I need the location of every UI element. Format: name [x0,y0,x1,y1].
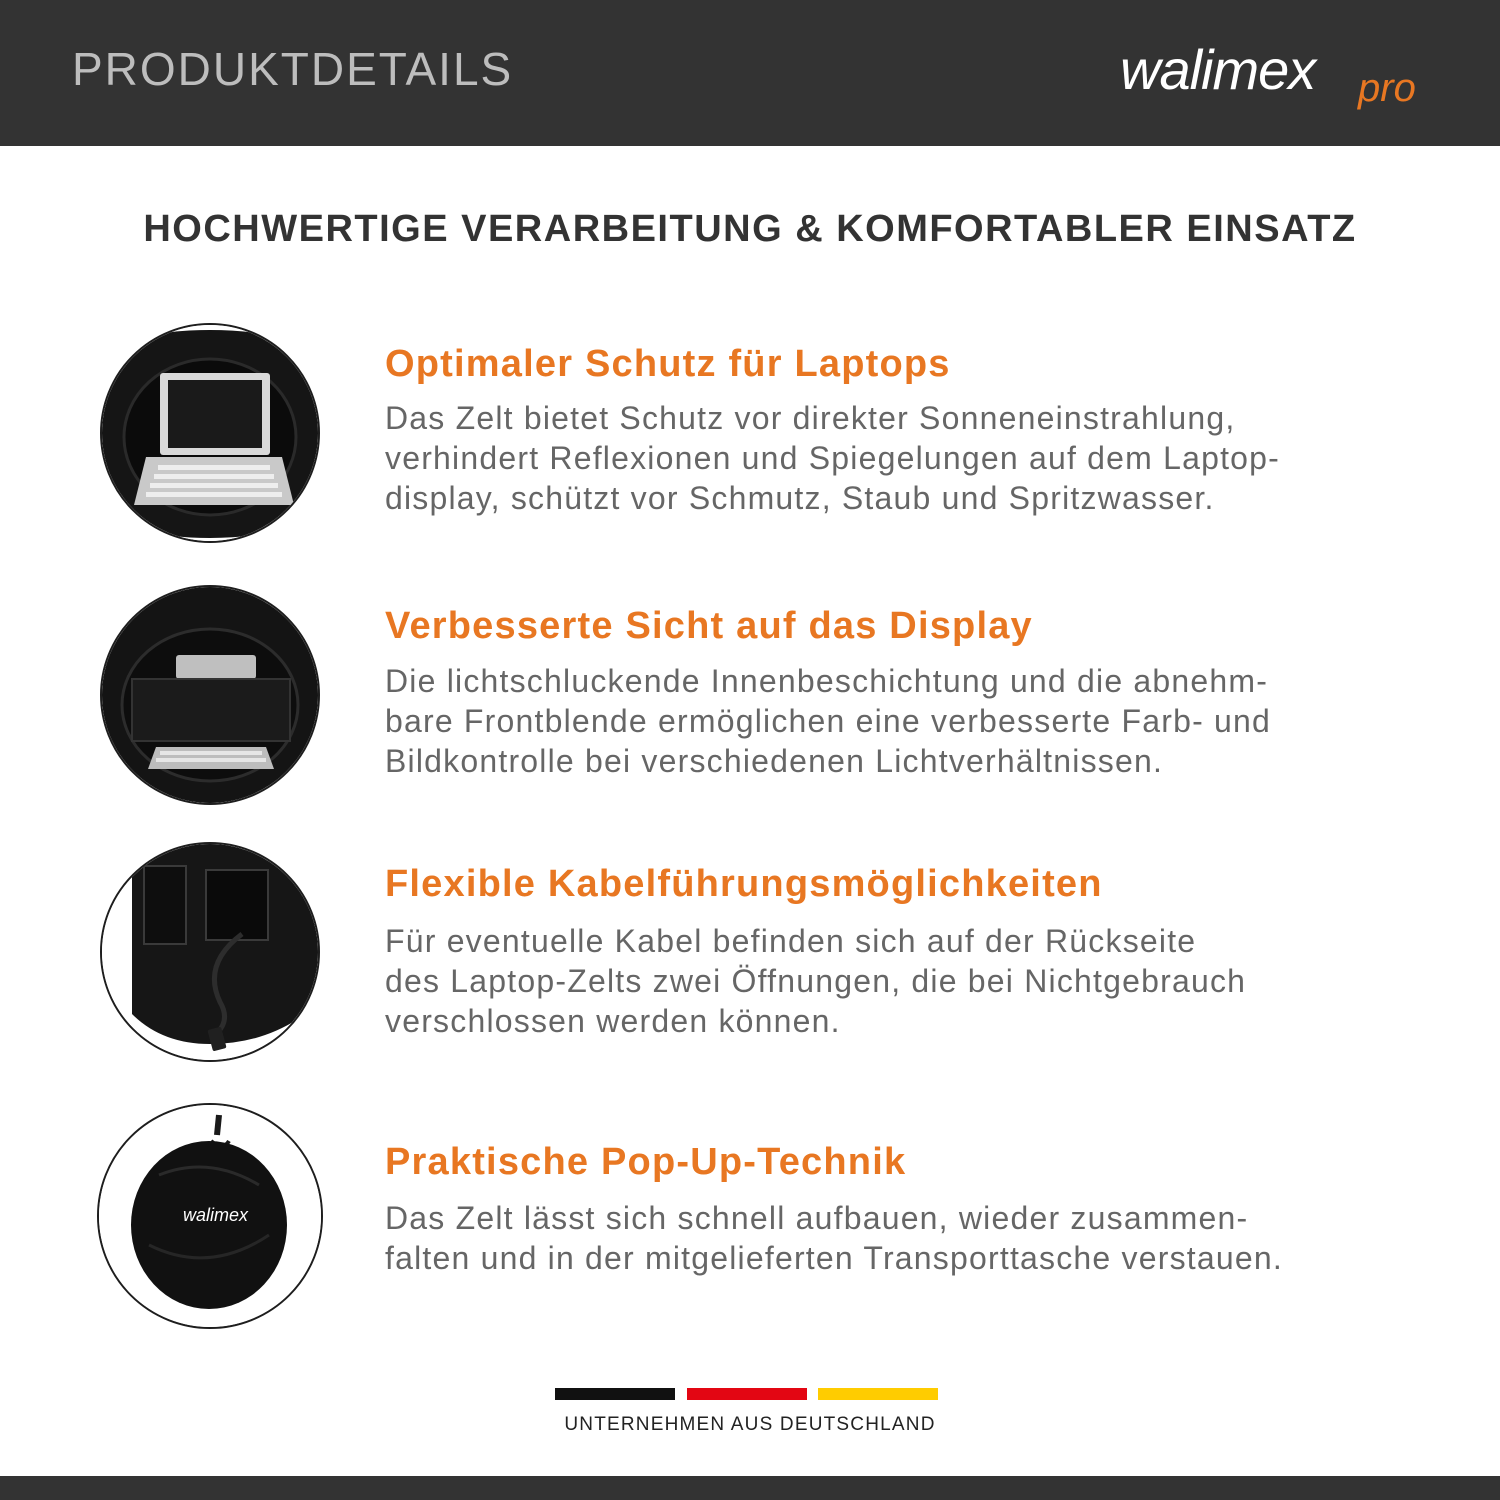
feature-text-line: bare Frontblende ermöglichen eine verbesserte Farb- und [385,703,1272,739]
feature-title-protection: Optimaler Schutz für Laptops [385,343,951,385]
header-bar [0,0,1500,146]
feature-text-protection [385,398,1445,518]
feature-text-line: Das Zelt lässt sich schnell aufbauen, wieder zusammen- [385,1200,1249,1236]
feature-title-cables: Flexible Kabelführungsmöglichkeiten [385,863,1103,905]
page-heading: HOCHWERTIGE VERARBEITUNG & KOMFORTABLER EINSATZ [143,208,1357,250]
header-title: PRODUKTDETAILS [72,43,514,95]
feature-text-line: des Laptop-Zelts zwei Öffnungen, die bei Nichtgebrauch [385,963,1247,999]
feature-text-line: Bildkontrolle bei verschiedenen Lichtverhältnissen. [385,743,1164,779]
feature-title-popup: Praktische Pop-Up-Technik [385,1141,907,1183]
flag-bar-black [555,1388,675,1400]
feature-text-line: Die lichtschluckende Innenbeschichtung und die abnehm- [385,663,1269,699]
laptop-tent-front-image [100,323,320,543]
footer-label: UNTERNEHMEN AUS DEUTSCHLAND [564,1414,936,1435]
feature-text-visibility [385,661,1445,781]
flag-bar-gold [818,1388,938,1400]
feature-text-line: falten und in der mitgelieferten Transporttasche verstauen. [385,1240,1283,1276]
footer-bar [0,1476,1500,1500]
feature-text-popup [385,1198,1445,1278]
feature-title-visibility: Verbesserte Sicht auf das Display [385,605,1033,647]
laptop-tent-cable-opening-image [100,842,320,1062]
feature-text-line: Das Zelt bietet Schutz vor direkter Sonneneinstrahlung, [385,400,1236,436]
feature-text-line: display, schützt vor Schmutz, Staub und Spritzwasser. [385,480,1215,516]
logo-pro-text: pro [1358,66,1416,110]
flag-bar-red [687,1388,807,1400]
transport-bag-image [97,1103,323,1329]
feature-text-line: Für eventuelle Kabel befinden sich auf der Rückseite [385,923,1197,959]
walimex-pro-logo [1120,36,1450,116]
feature-text-cables [385,921,1445,1041]
logo-walimex-text: walimex [1120,38,1316,101]
laptop-tent-frontblende-image [100,585,320,805]
bag-logo-text: walimex [183,1205,249,1225]
feature-text-line: verhindert Reflexionen und Spiegelungen auf dem Laptop- [385,440,1281,476]
feature-text-line: verschlossen werden können. [385,1003,841,1039]
